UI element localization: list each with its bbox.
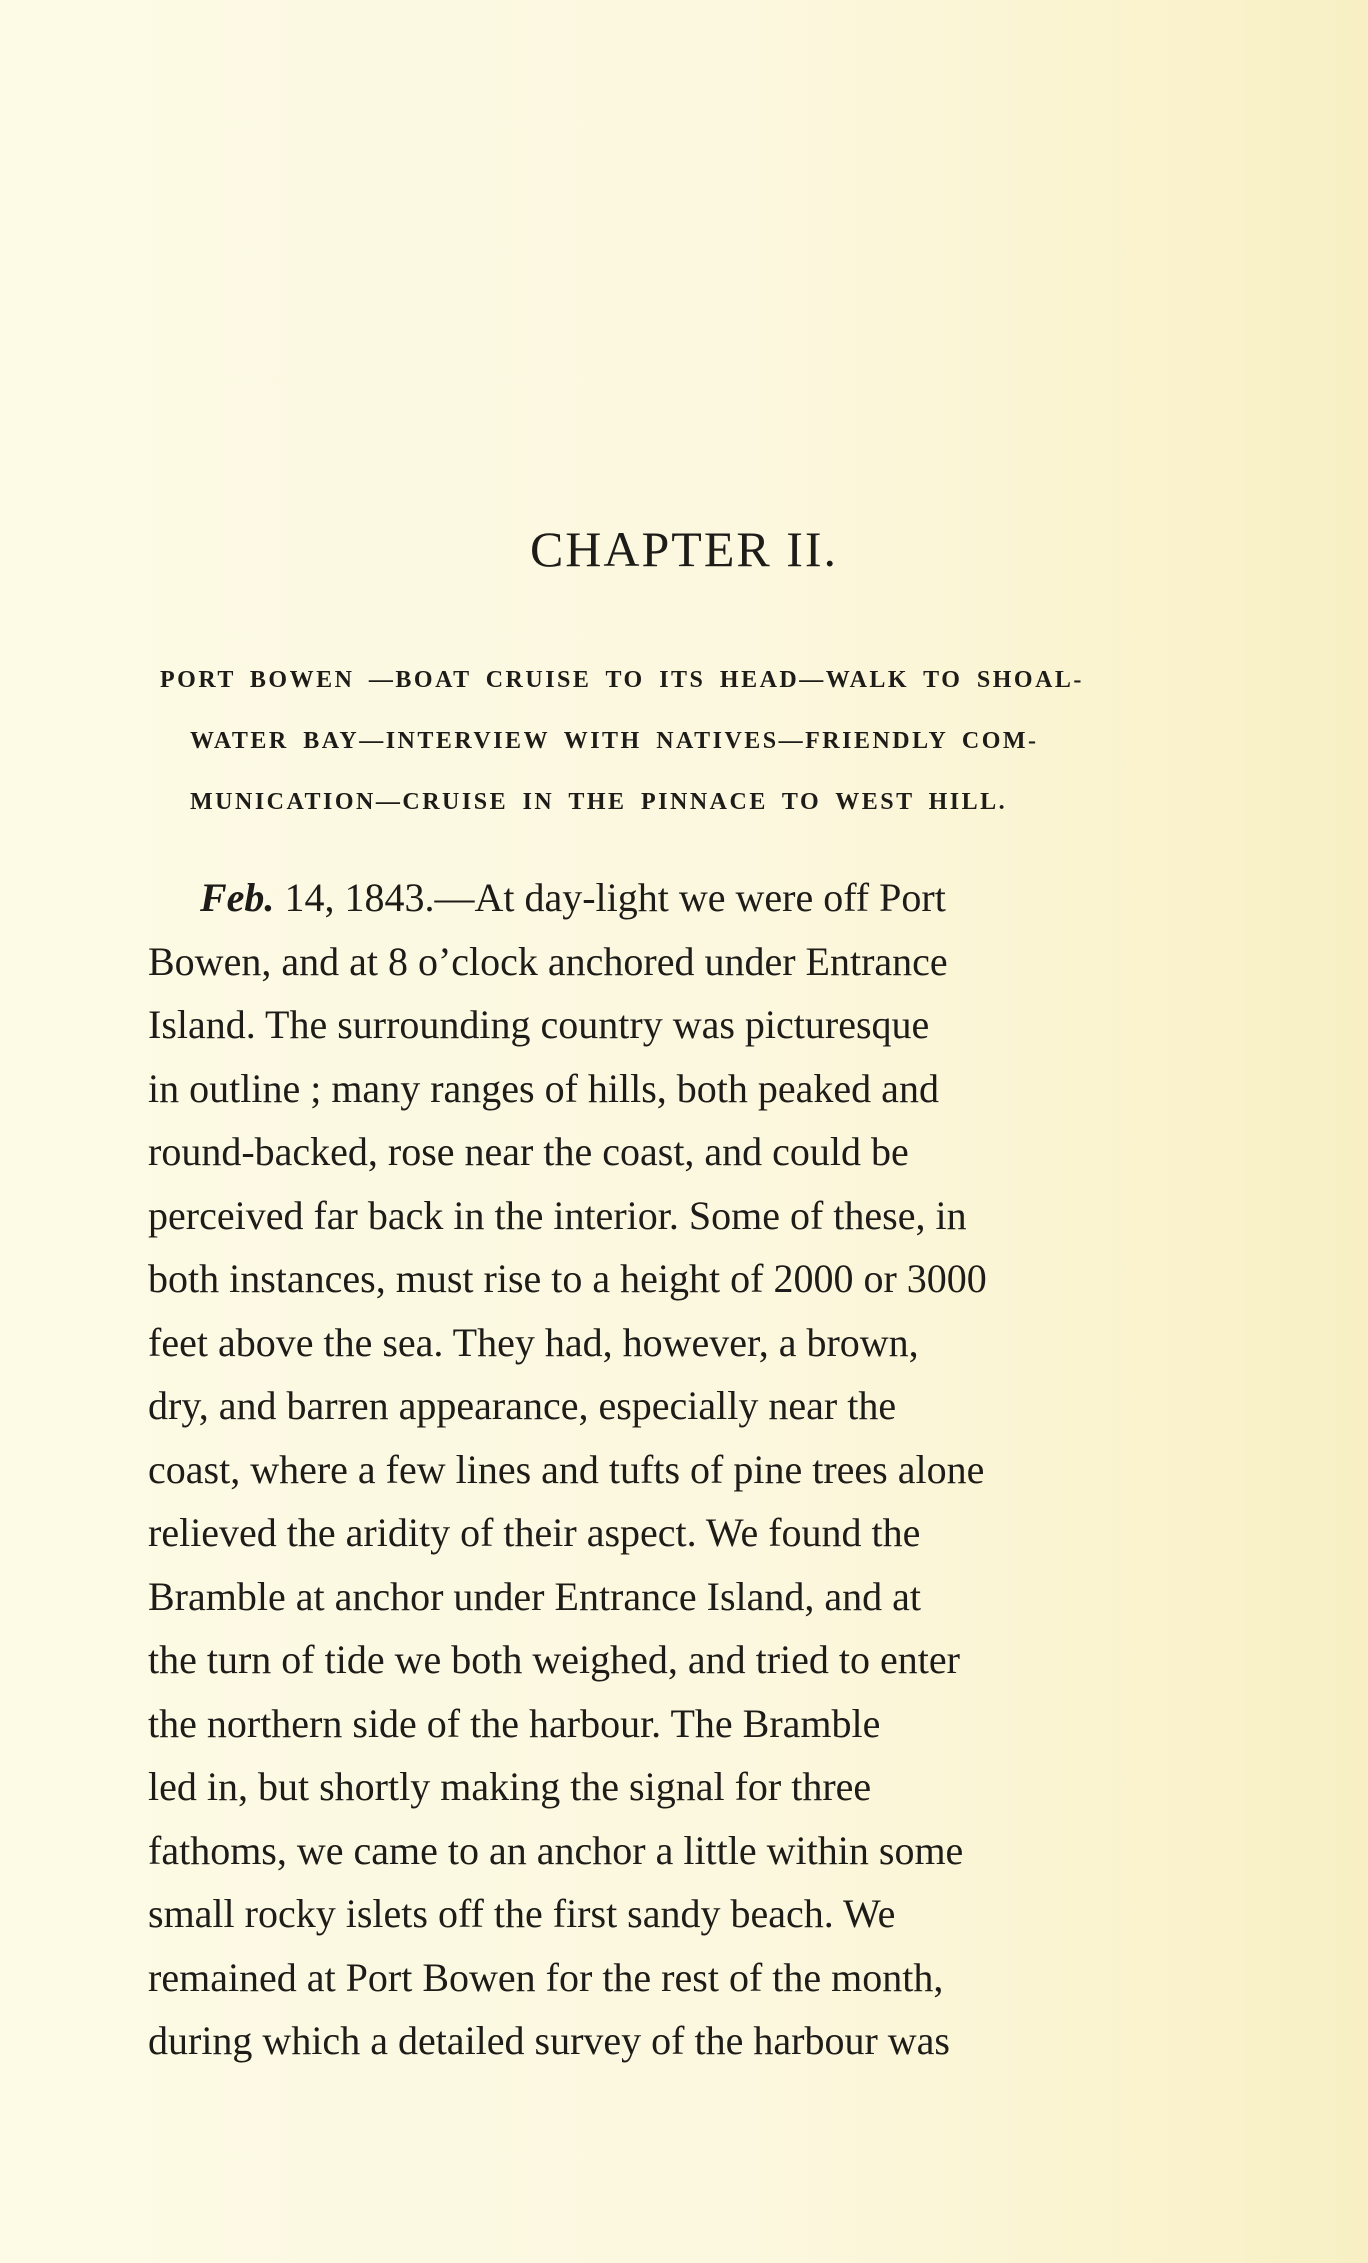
body-line: led in, but shortly making the signal for three: [148, 1764, 872, 1809]
summary-line: MUNICATION—CRUISE IN THE PINNACE TO WEST HILL.: [190, 789, 1008, 815]
body-line: both instances, must rise to a height of 2000 or 3000: [148, 1256, 987, 1301]
body-line: Bramble at anchor under Entrance Island, and at: [148, 1573, 922, 1619]
chapter-summary: [150, 650, 1230, 833]
summary-line: WATER BAY—INTERVIEW WITH NATIVES—FRIENDLY COM-: [190, 728, 1039, 754]
summary-line: PORT BOWEN —BOAT CRUISE TO ITS HEAD—WALK TO SHOAL-: [160, 667, 1084, 693]
date-prefix: Feb.: [200, 875, 275, 920]
body-line: in outline ; many ranges of hills, both peaked and: [148, 1065, 939, 1111]
body-line: remained at Port Bowen for the rest of the month,: [148, 1954, 944, 2000]
first-line-rest: 14, 1843.—At day-light we were off Port: [274, 875, 946, 920]
body-line: the turn of tide we both weighed, and tried to enter: [148, 1637, 960, 1682]
body-line: Island. The surrounding country was picturesque: [148, 1002, 930, 1047]
body-line: dry, and barren appearance, especially near the: [148, 1383, 897, 1428]
body-line: perceived far back in the interior. Some of these, in: [148, 1192, 967, 1238]
body-line: the northern side of the harbour. The Bramble: [148, 1700, 881, 1746]
body-line: feet above the sea. They had, however, a brown,: [148, 1319, 919, 1365]
body-line: relieved the aridity of their aspect. We found the: [148, 1510, 921, 1555]
body-line: during which a detailed survey of the harbour was: [148, 2018, 950, 2063]
body-text: [148, 866, 1228, 2073]
body-line: small rocky islets off the first sandy beach. We: [148, 1891, 896, 1936]
body-line: fathoms, we came to an anchor a little within some: [148, 1827, 964, 1873]
body-line-first: [148, 866, 1228, 930]
body-line: coast, where a few lines and tufts of pine trees alone: [148, 1446, 985, 1492]
body-line: round-backed, rose near the coast, and could be: [148, 1129, 909, 1174]
chapter-title: CHAPTER II.: [529, 521, 839, 577]
body-line: Bowen, and at 8 o’clock anchored under Entrance: [148, 938, 948, 984]
